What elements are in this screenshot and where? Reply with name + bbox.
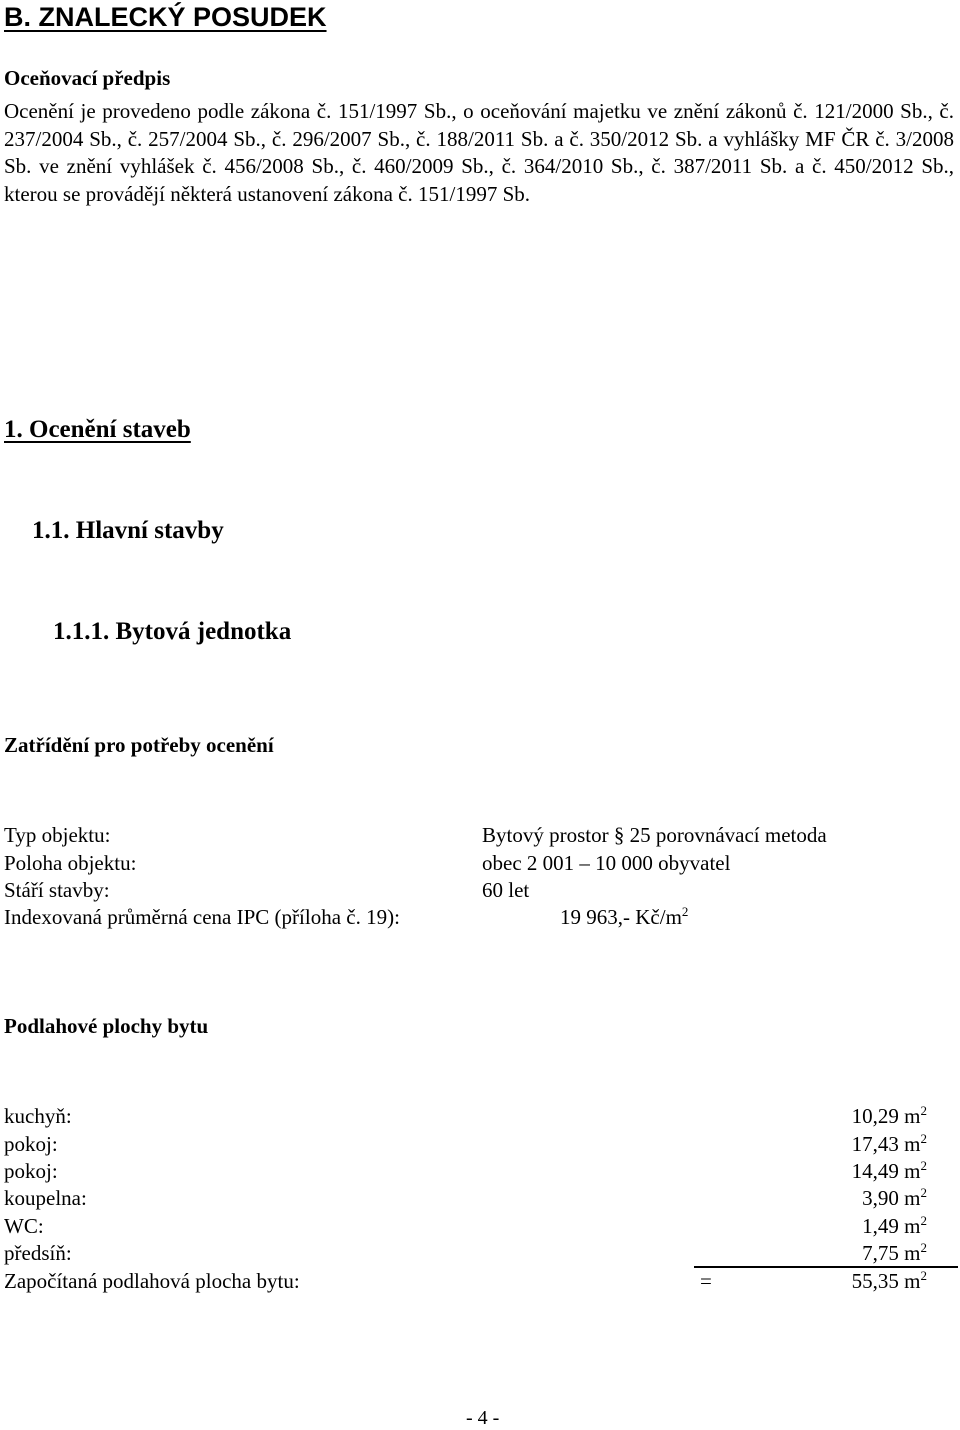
area-value xyxy=(852,1104,927,1129)
area-label: WC: xyxy=(4,1214,44,1238)
ipc-value-text: 19 963,- Kč/m xyxy=(560,905,682,929)
section-1-heading: 1. Ocenění staveb xyxy=(4,416,191,443)
area-value xyxy=(862,1241,927,1266)
assessment-basis-heading: Oceňovací předpis xyxy=(4,66,171,90)
area-number: 3,90 xyxy=(862,1186,899,1210)
area-unit: m xyxy=(904,1104,921,1128)
area-number: 1,49 xyxy=(862,1214,899,1238)
area-unit-sup: 2 xyxy=(920,1268,927,1283)
ipc-value-sup: 2 xyxy=(681,904,689,919)
assessment-basis-text: Ocenění je provedeno podle zákona č. 151/1997 Sb., o oceňování majetku ve znění zákonů č. 121/2000 Sb., č. 237/2004 Sb., č. 257/2004 Sb., č. 296/2007 Sb., č. 188/2011 Sb. a č. 350/2012 Sb. a vyhlášky MF ČR č. 3/2008 Sb. ve znění vyhlášek č. 456/2008 Sb., č. 460/2009 Sb., č. 364/2010 Sb., č. 387/2011 Sb. a č. 450/2012 Sb., kterou se provádějí některá ustanovení zákona č. 151/1997 Sb. xyxy=(4,99,954,206)
area-unit: m xyxy=(904,1214,921,1238)
area-number: 10,29 xyxy=(851,1104,899,1128)
floor-areas-heading: Podlahové plochy bytu xyxy=(4,1014,209,1038)
area-unit: m xyxy=(904,1159,921,1183)
area-unit-sup: 2 xyxy=(920,1185,927,1200)
area-label: pokoj: xyxy=(4,1159,58,1183)
page-number: - 4 - xyxy=(466,1407,500,1429)
sum-divider-line xyxy=(694,1266,958,1268)
area-number: 14,49 xyxy=(851,1159,899,1183)
classification-label: Poloha objektu: xyxy=(4,851,137,875)
classification-heading: Zatřídění pro potřeby ocenění xyxy=(4,733,274,757)
area-unit: m xyxy=(904,1186,921,1210)
area-value xyxy=(852,1159,927,1184)
area-value xyxy=(852,1132,927,1157)
area-unit-sup: 2 xyxy=(920,1240,927,1255)
area-unit-sup: 2 xyxy=(920,1213,927,1228)
total-area-value xyxy=(852,1269,927,1294)
area-number: 17,43 xyxy=(851,1132,899,1156)
ipc-value xyxy=(560,905,688,930)
classification-label: Typ objektu: xyxy=(4,823,111,847)
total-area-number: 55,35 xyxy=(851,1269,899,1293)
area-unit: m xyxy=(904,1132,921,1156)
classification-label: Stáří stavby: xyxy=(4,878,110,902)
area-value xyxy=(862,1214,927,1239)
classification-label: Indexovaná průměrná cena IPC (příloha č. 19): xyxy=(4,905,400,929)
area-unit: m xyxy=(904,1241,921,1265)
area-unit: m xyxy=(904,1269,921,1293)
area-label: předsíň: xyxy=(4,1241,72,1265)
area-label: koupelna: xyxy=(4,1186,87,1210)
area-unit-sup: 2 xyxy=(920,1158,927,1173)
classification-value: obec 2 001 – 10 000 obyvatel xyxy=(482,851,731,875)
area-number: 7,75 xyxy=(862,1241,899,1265)
total-area-label: Započítaná podlahová plocha bytu: xyxy=(4,1269,300,1293)
area-label: pokoj: xyxy=(4,1132,58,1156)
area-value xyxy=(862,1186,927,1211)
area-label: kuchyň: xyxy=(4,1104,72,1128)
total-equals-sign: = xyxy=(700,1269,712,1293)
classification-value: Bytový prostor § 25 porovnávací metoda xyxy=(482,823,827,847)
document-title: B. ZNALECKÝ POSUDEK xyxy=(4,2,327,32)
area-unit-sup: 2 xyxy=(920,1131,927,1146)
section-1-1-heading: 1.1. Hlavní stavby xyxy=(32,517,224,544)
section-1-1-1-heading: 1.1.1. Bytová jednotka xyxy=(53,618,292,645)
area-unit-sup: 2 xyxy=(920,1103,927,1118)
classification-value: 60 let xyxy=(482,878,530,902)
